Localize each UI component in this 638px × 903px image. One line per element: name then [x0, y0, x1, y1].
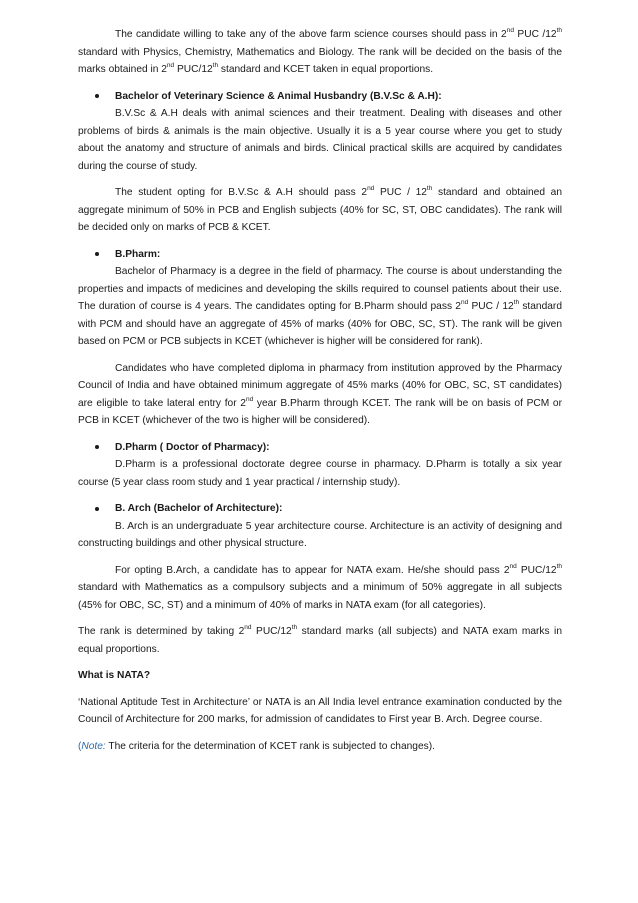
intro-paragraph: The candidate willing to take any of the above farm science courses should pass in 2nd PUC /12th standard with Physics, Chemistry, Mathematics and Biology. The rank will be decided on the basis of the marks obtained in 2nd PUC/12th standard and KCET taken in equal proportions. — [78, 27, 562, 75]
bullet-icon — [95, 252, 99, 256]
dpharm-description: D.Pharm is a professional doctorate degree course in pharmacy. D.Pharm is totally a six year course (5 year class room study and 1 year practical / internship study). — [78, 459, 562, 488]
barch-eligibility: For opting B.Arch, a candidate has to appear for NATA exam. He/she should pass 2nd PUC/12th standard with Mathematics as a compulsory subjects and a minimum of 50% aggregate in all subjects (45% for OBC, SC, ST) and a minimum of 40% of marks in NATA exam (for all categories). — [78, 562, 562, 611]
document-page — [78, 26, 562, 764]
bpharm-heading: B.Pharm: — [78, 246, 562, 264]
bullet-icon — [95, 507, 99, 511]
nata-description: ‘National Aptitude Test in Architecture’ or NATA is an All India level entrance examination conducted by the Council of Architecture for 200 marks, for admission of candidates to First year B. Arch. Degree course. — [78, 696, 562, 725]
bpharm-description: Bachelor of Pharmacy is a degree in the field of pharmacy. The course is about understanding the properties and impacts of medicines and developing the skills required to counsel patients about their use. The duration of course is 4 years. The candidates opting for B.Pharm should pass 2nd PUC / 12th standard with PCM and should have an aggregate of 45% of marks (40% for OBC, SC, ST). The rank will be given based on PCM or PCB subjects in KCET (whichever is higher will be considered for rank). — [78, 266, 562, 347]
bvsc-description: B.V.Sc & A.H deals with animal sciences and their treatment. Dealing with diseases and other problems of birds & animals is the main objective. Usually it is a 5 year course where you get to study about the anatomy and structure of animals and birds. Clinical practical skills are acquired by candidates during the course of study. — [78, 108, 562, 172]
note-label: Note: — [81, 740, 106, 752]
bullet-icon — [95, 445, 99, 449]
nata-heading: What is NATA? — [78, 670, 151, 681]
bullet-icon — [95, 94, 99, 98]
barch-heading: B. Arch (Bachelor of Architecture): — [78, 500, 562, 518]
bpharm-lateral-entry: Candidates who have completed diploma in pharmacy from institution approved by the Pharmacy Council of India and have obtained minimum aggregate of 45% marks (40% for OBC, SC, ST candidates) are eligible to take lateral entry for 2nd year B.Pharm through KCET. The rank will be on basis of PCM or PCB in KCET (whichever of the two is higher will be considered). — [78, 362, 562, 426]
barch-rank: The rank is determined by taking 2nd PUC/12th standard marks (all subjects) and NATA exam marks in equal proportions. — [78, 624, 562, 655]
bvsc-eligibility: The student opting for B.V.Sc & A.H should pass 2nd PUC / 12th standard and obtained an aggregate minimum of 50% in PCB and English subjects (40% for SC, ST, OBC candidates). The rank will be decided only on marks of PCB & KCET. — [78, 185, 562, 233]
bvsc-heading: Bachelor of Veterinary Science & Animal Husbandry (B.V.Sc & A.H): — [78, 88, 562, 106]
kcet-note: (Note: The criteria for the determination of KCET rank is subjected to changes). — [78, 740, 435, 752]
barch-description: B. Arch is an undergraduate 5 year architecture course. Architecture is an activity of designing and constructing buildings and other physical structure. — [78, 520, 562, 549]
dpharm-heading: D.Pharm ( Doctor of Pharmacy): — [78, 439, 562, 457]
